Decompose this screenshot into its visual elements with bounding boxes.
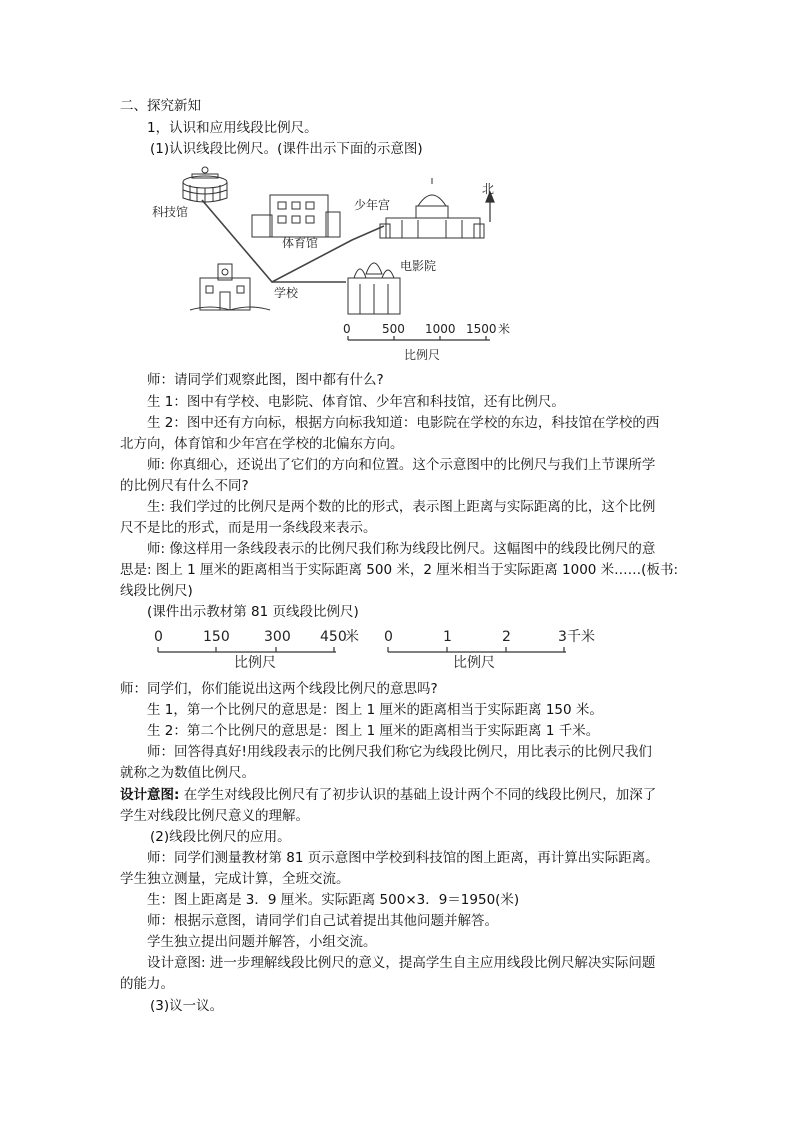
scale-bars-figure [150, 646, 610, 658]
design-intent-text: 在学生对线段比例尺有了初步认识的基础上设计两个不同的线段比例尺，加深了 [179, 787, 657, 803]
dialogue-line: 生 1，第一个比例尺的意思是：图上 1 厘米的距离相当于实际距离 150 米。 [147, 702, 603, 718]
dialogue-line: 师：同学们，你们能说出这两个线段比例尺的意思吗? [120, 681, 438, 697]
subsection-item: (3)议一议。 [150, 998, 224, 1014]
dialogue-line: 师: 你真细心，还说出了它们的方向和位置。这个示意图中的比例尺与我们上节课所学 [147, 457, 656, 473]
map-scale-tick-1000: 1000 [425, 322, 456, 336]
north-arrow-icon [486, 192, 494, 222]
subsection-item: (2)线段比例尺的应用。 [150, 829, 291, 845]
dialogue-line: 师：回答得真好!用线段表示的比例尺我们称它为线段比例尺，用比表示的比例尺我们 [147, 744, 652, 760]
dialogue-line: 尺不是比的形式，而是用一条线段来表示。 [120, 520, 377, 536]
label-north: 北 [482, 182, 495, 196]
design-intent-label: 设计意图: [120, 787, 180, 803]
scale2-tick: 2 [502, 629, 511, 645]
gym-drawing [252, 195, 340, 237]
scale2-tick: 0 [384, 629, 393, 645]
dialogue-line: 生 2：第二个比例尺的意思是：图上 1 厘米的距离相当于实际距离 1 千米。 [147, 723, 600, 739]
dialogue-line: 生 2：图中还有方向标，根据方向标我知道：电影院在学校的东边，科技馆在学校的西 [147, 415, 660, 431]
map-scale-unit: 米 [498, 322, 511, 336]
label-science-museum: 科技馆 [152, 205, 189, 219]
dialogue-line: 线段比例尺) [120, 583, 193, 599]
dialogue-line: 学生对线段比例尺意义的理解。 [120, 808, 309, 824]
dialogue-line: (课件出示教材第 81 页线段比例尺) [147, 604, 359, 620]
map-scale-bar [348, 336, 490, 340]
dialogue-line: 就称之为数值比例尺。 [120, 765, 255, 781]
label-gym: 体育馆 [282, 236, 319, 250]
scale1-unit: 米 [345, 629, 359, 645]
dialogue-line: 学生独立提出问题并解答，小组交流。 [147, 934, 377, 950]
cinema-drawing [348, 263, 400, 314]
dialogue-line: 北方向，体育馆和少年宫在学校的北偏东方向。 [120, 436, 404, 452]
label-youth-palace: 少年宫 [354, 198, 391, 212]
dialogue-line: 的比例尺有什么不同? [120, 478, 249, 494]
scale1-tick: 300 [264, 629, 291, 645]
scale2-unit: 千米 [567, 629, 595, 645]
youth-palace-drawing [380, 178, 484, 238]
dialogue-line: 师：同学们测量教材第 81 页示意图中学校到科技馆的图上距离，再计算出实际距离。 [147, 850, 659, 866]
dialogue-line: 生 1：图中有学校、电影院、体育馆、少年宫和科技馆，还有比例尺。 [147, 394, 565, 410]
dialogue-line: 师：根据示意图，请同学们自己试着提出其他问题并解答。 [147, 913, 498, 929]
dialogue-line: 师: 像这样用一条线段表示的比例尺我们称为线段比例尺。这幅图中的线段比例尺的意 [147, 541, 656, 557]
scale2-tick: 3 [558, 629, 567, 645]
map-scale-tick-0: 0 [343, 322, 351, 336]
map-scale-tick-500: 500 [382, 322, 405, 336]
dialogue-line: 思是: 图上 1 厘米的距离相当于实际距离 500 米，2 厘米相当于实际距离 1000 米……(板书: [120, 562, 678, 578]
design-intent-line [120, 786, 656, 804]
scale1-tick: 450 [320, 629, 347, 645]
map-scale-caption: 比例尺 [404, 348, 441, 362]
map-figure [140, 160, 520, 360]
scale1-tick: 150 [203, 629, 230, 645]
scale1-caption: 比例尺 [234, 655, 276, 671]
dialogue-line: 的能力。 [120, 976, 174, 992]
dialogue-line: 设计意图: 进一步理解线段比例尺的意义，提高学生自主应用线段比例尺解决实际问题 [147, 955, 656, 971]
dialogue-line: 生：图上距离是 3．9 厘米。实际距离 500×3．9＝1950(米) [147, 892, 520, 908]
subsection-item: (1)认识线段比例尺。(课件出示下面的示意图) [150, 141, 423, 157]
label-school: 学校 [274, 286, 299, 300]
scale1-tick: 0 [154, 629, 163, 645]
scale2-tick: 1 [443, 629, 452, 645]
map-scale-tick-1500: 1500 [466, 322, 497, 336]
dialogue-line: 学生独立测量，完成计算，全班交流。 [120, 871, 350, 887]
school-drawing [190, 264, 270, 310]
scale2-caption: 比例尺 [453, 655, 495, 671]
science-museum-drawing [183, 167, 227, 203]
dialogue-line: 生: 我们学过的比例尺是两个数的比的形式，表示图上距离与实际距离的比，这个比例 [147, 499, 656, 515]
section-heading: 二、探究新知 [120, 98, 201, 114]
dialogue-line: 师：请同学们观察此图，图中都有什么? [147, 372, 384, 388]
label-cinema: 电影院 [400, 259, 437, 273]
subsection-heading: 1，认识和应用线段比例尺。 [147, 120, 318, 136]
